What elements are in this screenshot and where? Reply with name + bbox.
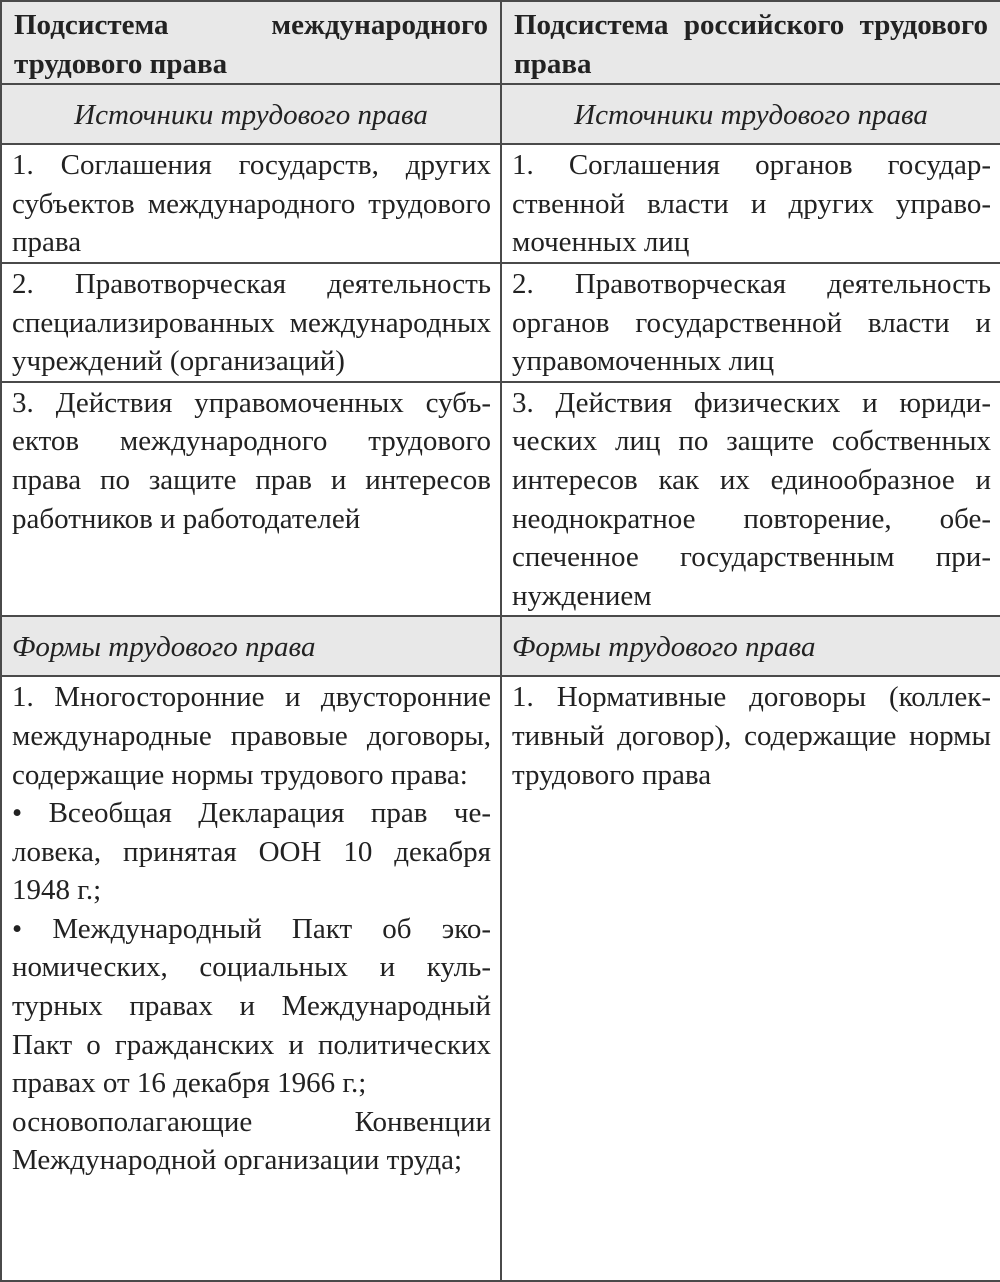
- table-row: [1, 263, 1000, 382]
- table-row: [1, 382, 1000, 617]
- table-row: [1, 676, 1000, 1281]
- source-russian-1: 1. Соглашения органов государственной власти и других управомоченных лиц: [501, 144, 1000, 263]
- source-international-2: 2. Правотворческая деятельность специализированных международных учреждений (организаций): [1, 263, 501, 382]
- sources-label-russian: Источники трудового права: [501, 84, 1000, 144]
- forms-russian-paragraph-1: 1. Нормативные договоры (коллективный договор), содержащие нормы трудового права: [512, 681, 991, 791]
- header-row: [1, 1, 1000, 84]
- source-russian-3: 3. Действия физических и юридических лиц по защите собственных интересов как их единообразное и неоднократное повторение, обеспеченное государственным принуждением: [501, 382, 1000, 617]
- forms-label-international: Формы трудового права: [1, 616, 501, 676]
- forms-international-paragraph-3: • Международный Пакт об экономических, социальных и культурных правах и Международный Пакт о гражданских и политических правах от 16 декабря 1966 г.;: [12, 912, 491, 1100]
- header-russian: Подсистема российского трудового права: [501, 1, 1000, 84]
- forms-international-paragraph-4: основополагающие Конвенции Международной организации труда;: [12, 1105, 491, 1177]
- table-row: [1, 144, 1000, 263]
- forms-international-cell: [1, 676, 501, 1281]
- forms-label-russian: Формы трудового права: [501, 616, 1000, 676]
- forms-international-paragraph-2: • Всеобщая Декларация прав человека, принятая ООН 10 декабря 1948 г.;: [12, 797, 491, 907]
- source-international-3: 3. Действия управомоченных субъектов международного трудового права по защите прав и интересов работников и работодателей: [1, 382, 501, 617]
- forms-international-paragraph-1: 1. Многосторонние и двусторонние международные правовые договоры, содержащие нормы трудового права:: [12, 681, 491, 791]
- sources-section-row: [1, 84, 1000, 144]
- sources-label-international: Источники трудового права: [1, 84, 501, 144]
- source-international-1: 1. Соглашения государств, других субъектов международного трудового права: [1, 144, 501, 263]
- header-international: Подсистема международного трудового права: [1, 1, 501, 84]
- source-russian-2: 2. Правотворческая деятельность органов государственной власти и управомоченных лиц: [501, 263, 1000, 382]
- forms-section-row: [1, 616, 1000, 676]
- forms-russian-cell: [501, 676, 1000, 1281]
